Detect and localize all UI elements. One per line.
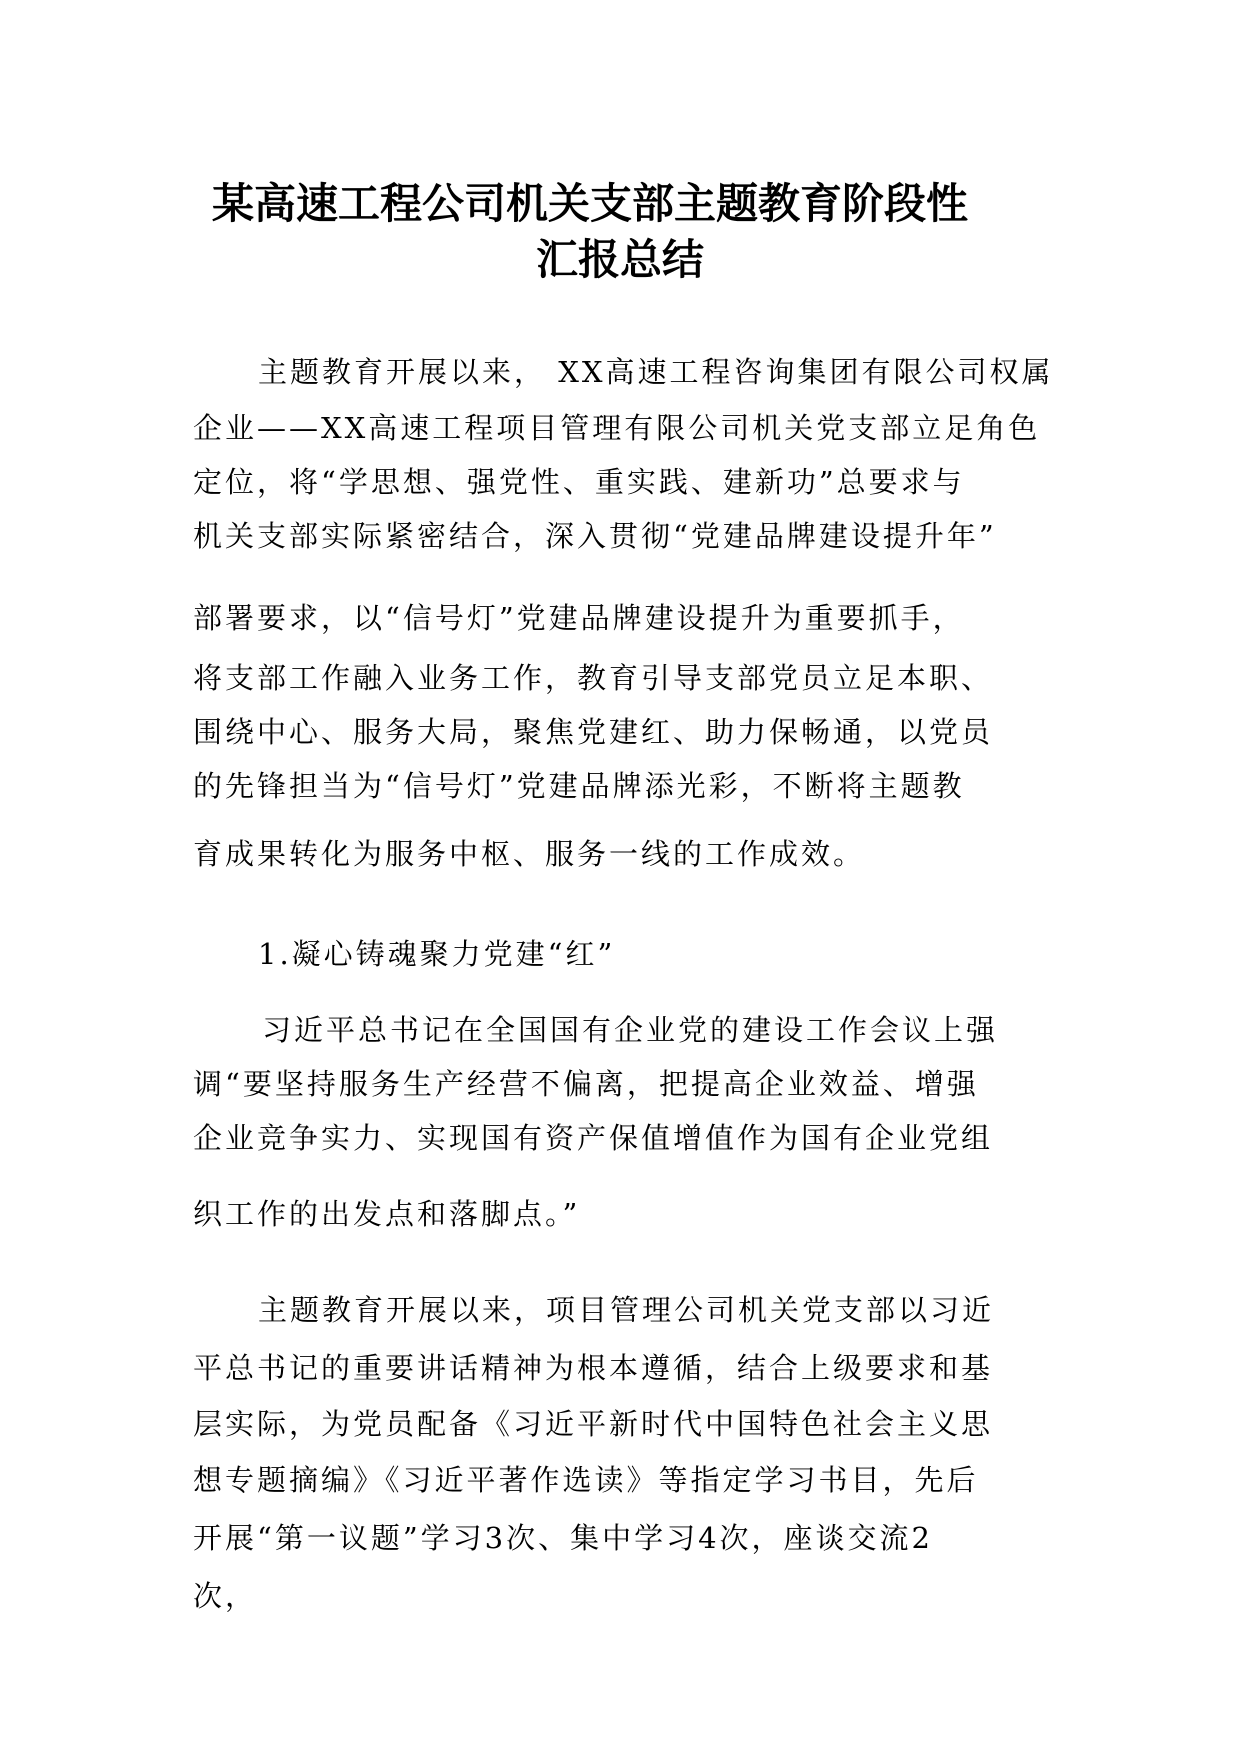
section-heading: 1.凝心铸魂聚力党建“红” bbox=[258, 937, 616, 971]
paragraph-2-line: 调“要坚持服务生产经营不偏离，把提高企业效益、增强 bbox=[193, 1067, 979, 1101]
paragraph-3-line: 想专题摘编》《习近平著作选读》等指定学习书目，先后 bbox=[193, 1463, 979, 1497]
paragraph-3-line: 次， bbox=[193, 1579, 258, 1613]
paragraph-3-line: 主题教育开展以来，项目管理公司机关党支部以习近 bbox=[258, 1293, 995, 1327]
paragraph-1-line: 主题教育开展以来， XX高速工程咨询集团有限公司权属 bbox=[258, 355, 1054, 389]
paragraph-2-line: 企业竞争实力、实现国有资产保值增值作为国有企业党组 bbox=[193, 1121, 994, 1155]
paragraph-1-line: 定位，将“学思想、强党性、重实践、建新功”总要求与 bbox=[193, 465, 965, 499]
paragraph-3-line: 平总书记的重要讲话精神为根本遵循，结合上级要求和基 bbox=[193, 1351, 994, 1385]
paragraph-3-line: 开展“第一议题”学习3次、集中学习4次，座谈交流2 bbox=[193, 1521, 934, 1555]
paragraph-1-line: 机关支部实际紧密结合，深入贯彻“党建品牌建设提升年” bbox=[193, 519, 997, 553]
paragraph-2-line: 织工作的出发点和落脚点。” bbox=[193, 1197, 581, 1231]
document-title-line-2: 汇报总结 bbox=[535, 235, 704, 284]
paragraph-1-line: 部署要求，以“信号灯”党建品牌建设提升为重要抓手， bbox=[193, 601, 965, 635]
paragraph-1-line: 将支部工作融入业务工作，教育引导支部党员立足本职、 bbox=[193, 661, 994, 695]
paragraph-1-line: 育成果转化为服务中枢、服务一线的工作成效。 bbox=[193, 837, 866, 871]
paragraph-3-line: 层实际，为党员配备《习近平新时代中国特色社会主义思 bbox=[193, 1407, 994, 1441]
paragraph-1-line: 围绕中心、服务大局，聚焦党建红、助力保畅通，以党员 bbox=[193, 715, 994, 749]
paragraph-1-line: 的先锋担当为“信号灯”党建品牌添光彩，不断将主题教 bbox=[193, 769, 965, 803]
paragraph-1-line: 企业——XX高速工程项目管理有限公司机关党支部立足角色 bbox=[193, 411, 1041, 445]
paragraph-2-line: 习近平总书记在全国国有企业党的建设工作会议上强 bbox=[262, 1013, 999, 1047]
document-title-line-1: 某高速工程公司机关支部主题教育阶段性 bbox=[211, 179, 968, 228]
